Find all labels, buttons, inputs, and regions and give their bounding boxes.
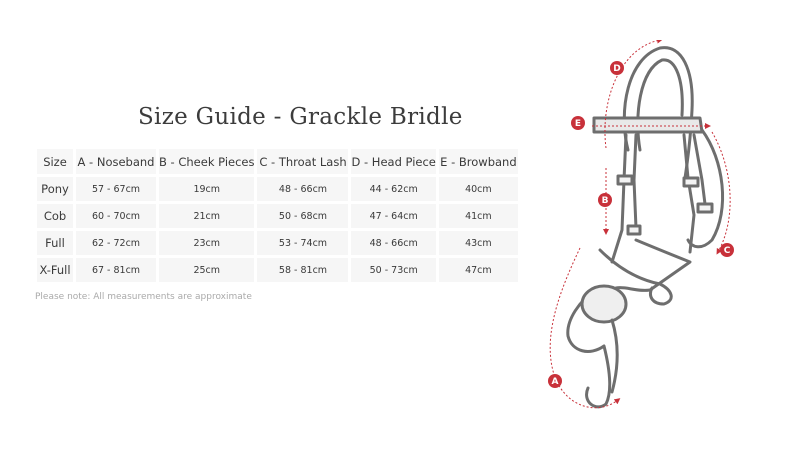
table-row	[37, 177, 518, 201]
marker-c	[720, 243, 734, 257]
size-name: X-Full	[37, 258, 73, 282]
cheek-pieces-cell: 19cm	[159, 177, 254, 201]
browband-cell: 43cm	[439, 231, 518, 255]
table-row	[37, 204, 518, 228]
browband-cell: 47cm	[439, 258, 518, 282]
marker-a	[548, 374, 562, 388]
measurement-note: Please note: All measurements are approximate	[35, 292, 252, 302]
cheek-piece-right-inner	[694, 135, 706, 212]
bridle-diagram	[540, 40, 760, 420]
headpiece-inner	[638, 60, 682, 150]
throat-lash-cell: 48 - 66cm	[257, 177, 348, 201]
noseband-cell: 60 - 70cm	[76, 204, 156, 228]
head-piece-cell: 50 - 73cm	[351, 258, 435, 282]
table-row	[37, 258, 518, 282]
svg-text:B: B	[601, 196, 609, 206]
head-piece-cell: 47 - 64cm	[351, 204, 435, 228]
throat-lash-cell: 50 - 68cm	[257, 204, 348, 228]
noseband-cell: 57 - 67cm	[76, 177, 156, 201]
header-head-piece: D - Head Piece	[351, 149, 435, 174]
size-name: Pony	[37, 177, 73, 201]
page-title: Size Guide - Grackle Bridle	[138, 104, 463, 130]
size-name: Full	[37, 231, 73, 255]
noseband-strap-end	[612, 320, 617, 392]
table-row	[37, 231, 518, 255]
header-browband: E - Browband	[439, 149, 518, 174]
head-piece-cell: 48 - 66cm	[351, 231, 435, 255]
buckle	[684, 178, 698, 186]
buckle	[698, 204, 712, 212]
marker-b	[598, 193, 612, 207]
cheek-pieces-cell: 21cm	[159, 204, 254, 228]
cheek-piece-left	[612, 135, 626, 262]
svg-text:E: E	[574, 119, 582, 129]
throat-lash-cell: 58 - 81cm	[257, 258, 348, 282]
noseband-cell: 67 - 81cm	[76, 258, 156, 282]
noseband-cell: 62 - 72cm	[76, 231, 156, 255]
browband-cell: 40cm	[439, 177, 518, 201]
size-name: Cob	[37, 204, 73, 228]
size-table	[34, 146, 521, 285]
svg-text:C: C	[723, 246, 731, 256]
buckle	[618, 176, 632, 184]
header-cheek-pieces: B - Cheek Pieces	[159, 149, 254, 174]
nose-pad	[582, 286, 626, 322]
cheek-pieces-cell: 23cm	[159, 231, 254, 255]
header-size: Size	[37, 149, 73, 174]
throat-lash-cell: 53 - 74cm	[257, 231, 348, 255]
marker-e	[571, 116, 585, 130]
head-piece-cell: 44 - 62cm	[351, 177, 435, 201]
header-noseband: A - Noseband	[76, 149, 156, 174]
browband-cell: 41cm	[439, 204, 518, 228]
svg-text:D: D	[613, 64, 621, 74]
header-throat-lash: C - Throat Lash	[257, 149, 348, 174]
browband-strap	[594, 118, 702, 132]
cheek-pieces-cell: 25cm	[159, 258, 254, 282]
buckle	[628, 226, 640, 234]
svg-text:A: A	[551, 377, 559, 387]
marker-d	[610, 61, 624, 75]
table-header-row	[37, 149, 518, 174]
cheek-piece-left-inner	[634, 135, 636, 228]
